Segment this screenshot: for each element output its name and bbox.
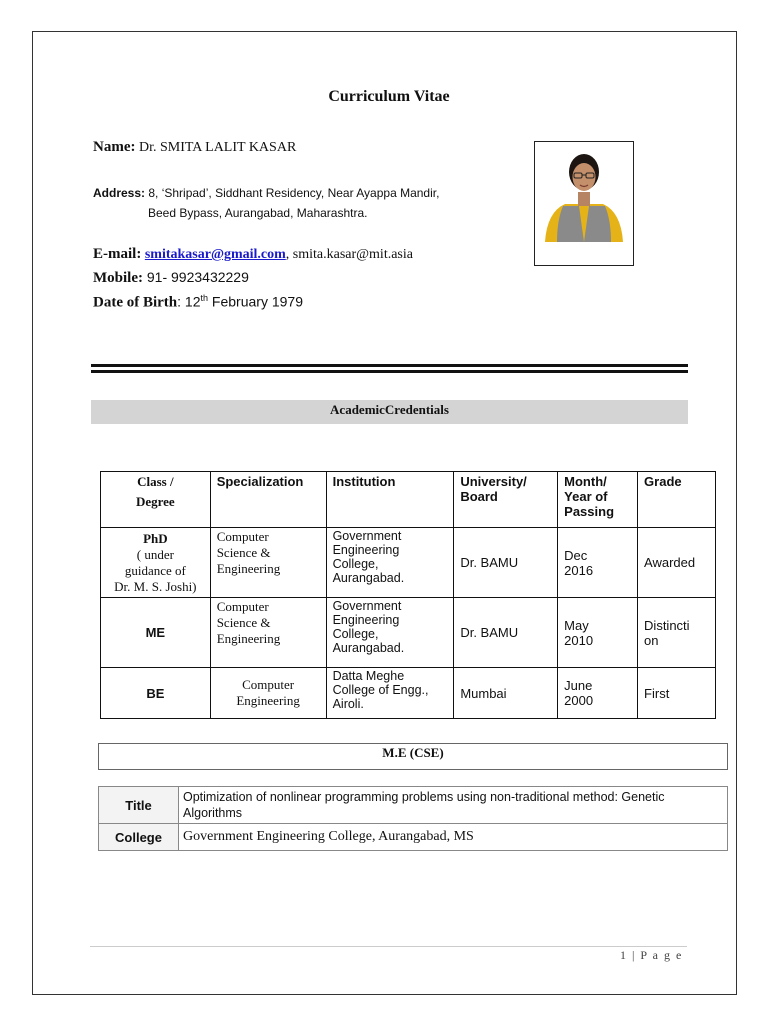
college-value: Government Engineering College, Aurangabad, MS <box>179 824 728 851</box>
dob-prefix: : 12 <box>177 293 201 310</box>
document-title: Curriculum Vitae <box>328 88 450 105</box>
inst-text: Government <box>332 599 402 613</box>
header-month-year <box>558 472 638 528</box>
dob-label: Date of Birth <box>93 294 178 311</box>
inst-text: Aurangabad. <box>332 641 405 655</box>
page-word: P a g e <box>640 948 683 962</box>
college-label: College <box>99 824 179 851</box>
grade-text: on <box>644 632 659 648</box>
page-footer <box>620 948 683 963</box>
header-degree-line2: Degree <box>135 494 175 509</box>
dob-superscript: th <box>200 293 209 303</box>
cell-degree: BE <box>101 668 211 719</box>
me-cse-table <box>98 786 728 851</box>
name-value: Dr. SMITA LALIT KASAR <box>138 140 297 155</box>
mobile-value: 91- 9923432229 <box>143 269 249 285</box>
name-line <box>93 139 296 156</box>
inst-text: Airoli. <box>332 697 364 711</box>
address-line-2: Beed Bypass, Aurangabad, Maharashtra. <box>148 206 368 220</box>
inst-text: Engineering <box>332 613 400 627</box>
inst-text: College, <box>332 557 379 571</box>
academic-section-header: AcademicCredentials <box>91 400 688 424</box>
inst-text: Engineering <box>332 543 400 557</box>
year-text: 2010 <box>564 632 594 648</box>
header-month-line2: Year of <box>564 489 608 504</box>
cell-month-year <box>558 668 638 719</box>
divider-thick-top <box>91 364 688 367</box>
table-row <box>99 824 728 851</box>
inst-text: College of Engg., <box>332 683 429 697</box>
header-degree-line1: Class / <box>137 474 174 489</box>
inst-text: Aurangabad. <box>332 571 405 585</box>
degree-note: guidance of <box>124 562 186 578</box>
inst-text: Datta Meghe <box>332 669 405 683</box>
cell-institution <box>326 598 454 668</box>
table-row <box>101 668 716 719</box>
cell-university: Mumbai <box>454 668 558 719</box>
cell-university: Dr. BAMU <box>454 528 558 598</box>
mobile-label: Mobile: <box>93 270 143 286</box>
header-university-line1: University/ <box>460 474 527 489</box>
cell-institution <box>326 668 454 719</box>
month-text: Dec <box>564 547 588 563</box>
table-row <box>101 528 716 598</box>
title-label: Title <box>99 787 179 824</box>
title-value: Optimization of nonlinear programming problems using non-traditional method: Genetic Algorithms <box>179 787 728 824</box>
cell-degree: ME <box>101 598 211 668</box>
name-label: Name: <box>93 139 136 155</box>
cell-month-year <box>558 598 638 668</box>
email-separator: , <box>285 247 293 262</box>
grade-text: Distincti <box>644 617 690 633</box>
spec-text: Computer <box>216 599 269 614</box>
address-label: Address: <box>93 186 146 200</box>
dob-suffix: February 1979 <box>208 293 303 310</box>
header-grade: Grade <box>638 472 716 528</box>
spec-text: Engineering <box>216 561 281 576</box>
year-text: 2016 <box>564 562 594 578</box>
cell-grade <box>638 528 716 598</box>
month-text: June <box>564 678 593 693</box>
address-line-1 <box>93 186 439 200</box>
cell-grade <box>638 668 716 719</box>
cell-institution <box>326 528 454 598</box>
spec-text: Computer <box>216 529 269 544</box>
inst-text: Government <box>332 529 402 543</box>
year-text: 2000 <box>564 693 594 708</box>
table-row <box>101 598 716 668</box>
spec-text: Engineering <box>236 693 300 708</box>
spec-text: Science & <box>216 615 271 630</box>
cell-degree <box>101 528 211 598</box>
header-university-line2: Board <box>460 489 498 504</box>
address-value-1: 8, ‘Shripad’, Siddhant Residency, Near Ayappa Mandir, <box>148 186 440 200</box>
degree-note: Dr. M. S. Joshi) <box>114 578 197 594</box>
cell-university: Dr. BAMU <box>454 598 558 668</box>
cell-specialization <box>210 668 326 719</box>
table-header-row <box>101 472 716 528</box>
email-line <box>93 246 413 263</box>
spec-text: Engineering <box>216 631 281 646</box>
profile-photo <box>534 141 634 266</box>
header-university <box>454 472 558 528</box>
email-secondary: smita.kasar@mit.asia <box>292 247 413 262</box>
header-specialization: Specialization <box>210 472 326 528</box>
degree-text: PhD <box>143 530 168 546</box>
email-label: E-mail: <box>93 246 142 262</box>
header-month-line3: Passing <box>564 504 615 519</box>
spec-text: Science & <box>216 545 271 560</box>
footer-divider <box>90 946 687 947</box>
cell-specialization <box>210 528 326 598</box>
grade-text: Awarded <box>644 555 696 570</box>
cell-specialization <box>210 598 326 668</box>
table-row <box>99 787 728 824</box>
page-number: 1 <box>620 948 628 962</box>
header-month-line1: Month/ <box>564 474 607 489</box>
dob-line <box>93 293 303 312</box>
email-primary-link[interactable]: smitakasar@gmail.com <box>144 247 286 262</box>
me-cse-section-header: M.E (CSE) <box>98 743 728 770</box>
grade-text: First <box>644 685 670 701</box>
inst-text: College, <box>332 627 379 641</box>
cell-grade <box>638 598 716 668</box>
header-degree <box>101 472 211 528</box>
month-text: May <box>564 617 589 633</box>
spec-text: Computer <box>242 677 295 692</box>
header-institution: Institution <box>326 472 454 528</box>
degree-note: ( under <box>136 546 174 562</box>
page-separator: | <box>627 948 641 962</box>
mobile-line <box>93 269 249 287</box>
profile-photo-image <box>535 142 633 265</box>
academic-table <box>100 471 716 719</box>
divider-thick-bottom <box>91 370 688 373</box>
cell-month-year <box>558 528 638 598</box>
